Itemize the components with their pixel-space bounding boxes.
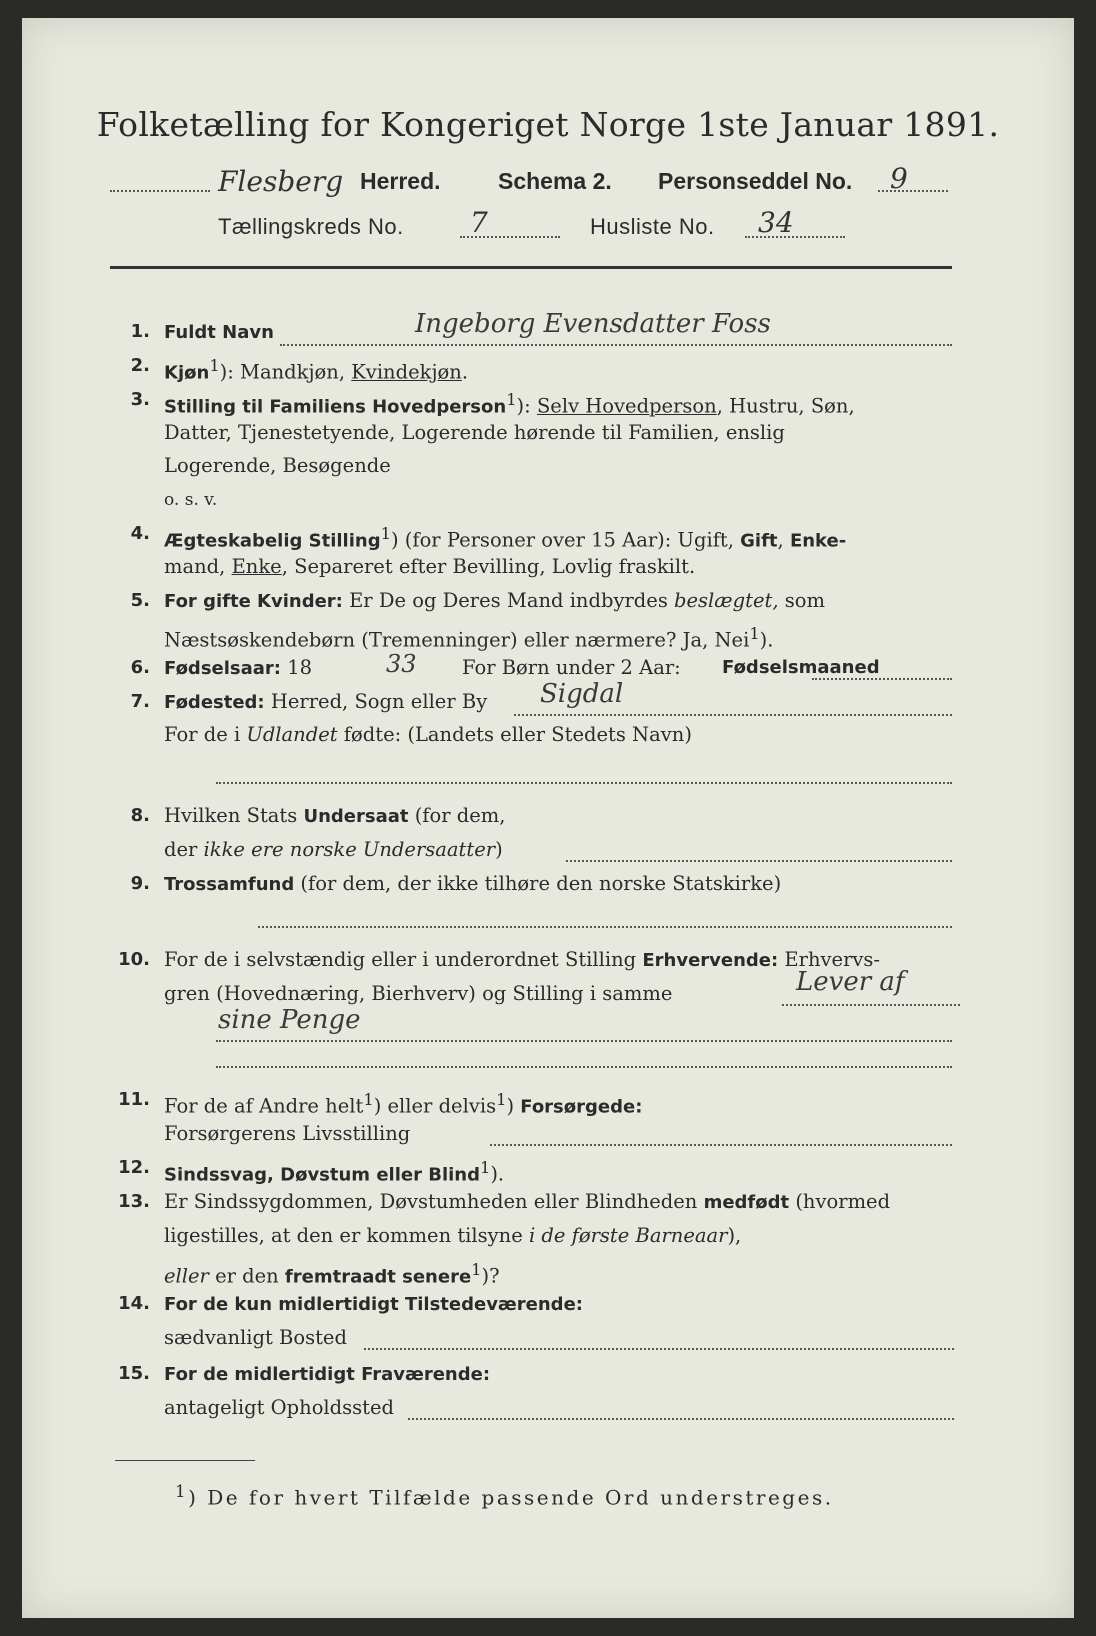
- supported-text-2: ) eller delvis: [373, 1094, 497, 1118]
- taellingskreds-value: 7: [470, 206, 488, 239]
- footnote: [175, 1482, 834, 1510]
- religion-fill-line: [258, 926, 952, 928]
- occupation-value-2: sine Penge: [218, 1005, 361, 1035]
- nationality-label: Undersaat: [303, 806, 409, 827]
- usual-residence-label: sædvanligt Bosted: [164, 1326, 347, 1349]
- item-number: 15.: [118, 1363, 150, 1384]
- taellingskreds-label: Tællingskreds No.: [218, 214, 404, 239]
- footnote-ref: 1: [496, 1090, 507, 1109]
- birthplace-fill-line: [514, 714, 952, 716]
- item-number: 10.: [118, 949, 150, 970]
- probable-whereabouts-label: antageligt Opholdssted: [164, 1396, 395, 1419]
- provider-occupation-fill-line: [490, 1144, 952, 1146]
- birthplace-label: Fødested:: [164, 692, 265, 713]
- occupation-fill-line-3: [216, 1066, 952, 1068]
- or-word: eller: [164, 1264, 209, 1288]
- footnote-text: ) De for hvert Tilfælde passende Ord understreges.: [188, 1485, 834, 1510]
- punctuation: .: [461, 360, 469, 384]
- item-number: 5.: [130, 590, 150, 611]
- footnote-ref: 1: [479, 1158, 491, 1177]
- item-number: 13.: [118, 1191, 150, 1212]
- temporary-absent-label: For de midlertidigt Fraværende:: [164, 1364, 491, 1385]
- marital-option-enkemand: Enke-: [789, 530, 847, 552]
- full-name-fill-line: [280, 344, 952, 346]
- husliste-fill-line: [745, 236, 845, 238]
- abroad-text-2: fødte: (Landets eller Stedets Navn): [337, 723, 692, 746]
- item-number: 1.: [130, 321, 150, 342]
- supported-label: Forsørgede:: [520, 1096, 643, 1118]
- footnote-ref: 1: [380, 524, 391, 543]
- occupation-text-2: Erhvervs-: [778, 948, 881, 971]
- sex-options-text: ): Mandkjøn,: [219, 360, 352, 384]
- footnote-ref: 1: [471, 1260, 482, 1279]
- temporary-present-label: For de kun midlertidigt Tilstedeværende:: [164, 1294, 583, 1315]
- birthplace-value: Sigdal: [540, 679, 624, 709]
- full-name-label: Fuldt Navn: [164, 322, 274, 343]
- taellingskreds-fill-line: [460, 236, 560, 238]
- birth-year-label: Fødselsaar:: [164, 658, 281, 679]
- item-number: 7.: [130, 691, 150, 712]
- full-name-value: Ingeborg Evensdatter Foss: [415, 309, 771, 339]
- nationality-text-2: (for dem,: [408, 804, 506, 827]
- punctuation: ).: [490, 1162, 505, 1186]
- family-position-options-2: Datter, Tjenestetyende, Logerende hørende til Familien, enslig: [164, 421, 785, 444]
- congenital-label: medfødt: [703, 1192, 790, 1213]
- marital-status-text: ) (for Personer over 15 Aar): Ugift,: [390, 528, 741, 552]
- supported-text: For de af Andre helt: [164, 1094, 364, 1118]
- personseddel-value: 9: [890, 162, 908, 195]
- husliste-value: 34: [758, 206, 794, 239]
- item-number: 8.: [130, 805, 150, 826]
- family-position-options-3: Logerende, Besøgende: [164, 454, 391, 477]
- related-word: beslægtet,: [674, 589, 779, 612]
- herred-label: Herred.: [360, 168, 441, 194]
- occupation-text: For de i selvstændig eller i underordnet Stilling: [164, 948, 643, 971]
- family-position-etc: o. s. v.: [164, 490, 218, 510]
- header-rule: [110, 266, 952, 269]
- religion-text: (for dem, der ikke tilhøre den norske Statskirke): [294, 872, 782, 895]
- family-position-label: Stilling til Familiens Hovedperson: [164, 396, 507, 418]
- congenital-text-3: ligestilles, at den er kommen tilsyne: [164, 1224, 529, 1247]
- item-number: 4.: [130, 523, 150, 544]
- occupation-fill-line-1: [782, 1004, 960, 1006]
- later-onset-label: fremtraadt senere: [284, 1266, 472, 1288]
- family-position-selected: Selv Hovedperson: [536, 394, 717, 418]
- punctuation: ): [495, 838, 503, 861]
- married-women-label: For gifte Kvinder:: [164, 591, 343, 612]
- personseddel-fill-line: [878, 190, 948, 192]
- provider-occupation-label: Forsørgerens Livsstilling: [164, 1122, 411, 1145]
- item-number: 11.: [118, 1089, 150, 1110]
- marital-status-text: mand,: [164, 555, 232, 578]
- congenital-text: Er Sindssygdommen, Døvstumheden eller Blindheden: [164, 1190, 704, 1213]
- schema-label: Schema 2.: [498, 168, 612, 194]
- abroad-fill-line: [216, 782, 952, 784]
- personseddel-label: Personseddel No.: [658, 168, 853, 194]
- cousins-question: Næstsøskendebørn (Tremenninger) eller nærmere? Ja, Nei: [164, 628, 750, 652]
- footnote-ref: 1: [749, 624, 760, 643]
- birth-month-fill-line: [812, 678, 952, 680]
- occupation-label: Erhvervende:: [642, 950, 779, 971]
- marital-option-gift: Gift: [740, 530, 778, 552]
- footnote-marker: 1: [175, 1482, 189, 1501]
- childhood-text: i de første Barneaar: [528, 1224, 728, 1247]
- form-title: Folketælling for Kongeriget Norge 1ste Januar 1891.: [96, 105, 1000, 144]
- married-women-question-end: som: [778, 589, 825, 612]
- punctuation: ).: [759, 628, 774, 652]
- punctuation: ,: [777, 528, 790, 552]
- nationality-text: Hvilken Stats: [164, 804, 304, 827]
- item-number: 9.: [130, 873, 150, 894]
- sex-label: Kjøn: [164, 362, 210, 384]
- footnote-ref: 1: [363, 1090, 374, 1109]
- sex-selected-option: Kvindekjøn: [351, 360, 462, 384]
- husliste-label: Husliste No.: [590, 214, 715, 239]
- abroad-word: Udlandet: [246, 723, 338, 746]
- birth-year-value: 33: [386, 650, 417, 678]
- usual-residence-fill-line: [364, 1348, 954, 1350]
- footnote-rule: [115, 1460, 255, 1461]
- punctuation: ): [506, 1094, 521, 1118]
- nationality-fill-line: [566, 860, 952, 862]
- marital-status-label: Ægteskabelig Stilling: [164, 530, 381, 552]
- occupation-text-3: gren (Hovednæring, Bierhverv) og Stilling i samme: [164, 982, 673, 1005]
- punctuation: )?: [481, 1264, 500, 1288]
- marital-status-text-2: , Separeret efter Bevilling, Lovlig fraskilt.: [281, 555, 696, 578]
- item-number: 12.: [118, 1157, 150, 1178]
- birth-year-prefix: 18: [281, 656, 313, 679]
- herred-fill-line: [110, 190, 210, 192]
- birthplace-text: Herred, Sogn eller By: [264, 690, 488, 713]
- marital-selected-enke: Enke: [231, 555, 282, 578]
- non-norwegian-text: ikke ere norske Undersaatter: [203, 838, 496, 861]
- family-position-options: , Hustru, Søn,: [716, 394, 855, 418]
- occupation-value-1: Lever af: [796, 967, 905, 997]
- item-number: 14.: [118, 1293, 150, 1314]
- religion-label: Trossamfund: [164, 874, 295, 895]
- probable-whereabouts-fill-line: [408, 1418, 954, 1420]
- disability-label: Sindssvag, Døvstum eller Blind: [164, 1164, 480, 1186]
- item-number: 2.: [130, 355, 150, 376]
- abroad-text: For de i: [164, 723, 247, 746]
- infant-label: For Børn under 2 Aar:: [462, 656, 681, 679]
- footnote-ref: 1: [209, 356, 220, 375]
- married-women-question: Er De og Deres Mand indbyrdes: [342, 589, 675, 612]
- birth-month-label: Fødselsmaaned: [722, 657, 880, 678]
- footnote-ref: 1: [506, 390, 517, 409]
- punctuation: ),: [727, 1224, 742, 1247]
- nationality-text-3: der: [164, 838, 204, 861]
- item-number: 3.: [130, 389, 150, 410]
- congenital-text-2: (hvormed: [789, 1190, 891, 1213]
- herred-value: Flesberg: [218, 165, 344, 198]
- item-number: 6.: [130, 657, 150, 678]
- occupation-fill-line-2: [216, 1040, 952, 1042]
- congenital-text-4: er den: [208, 1264, 285, 1288]
